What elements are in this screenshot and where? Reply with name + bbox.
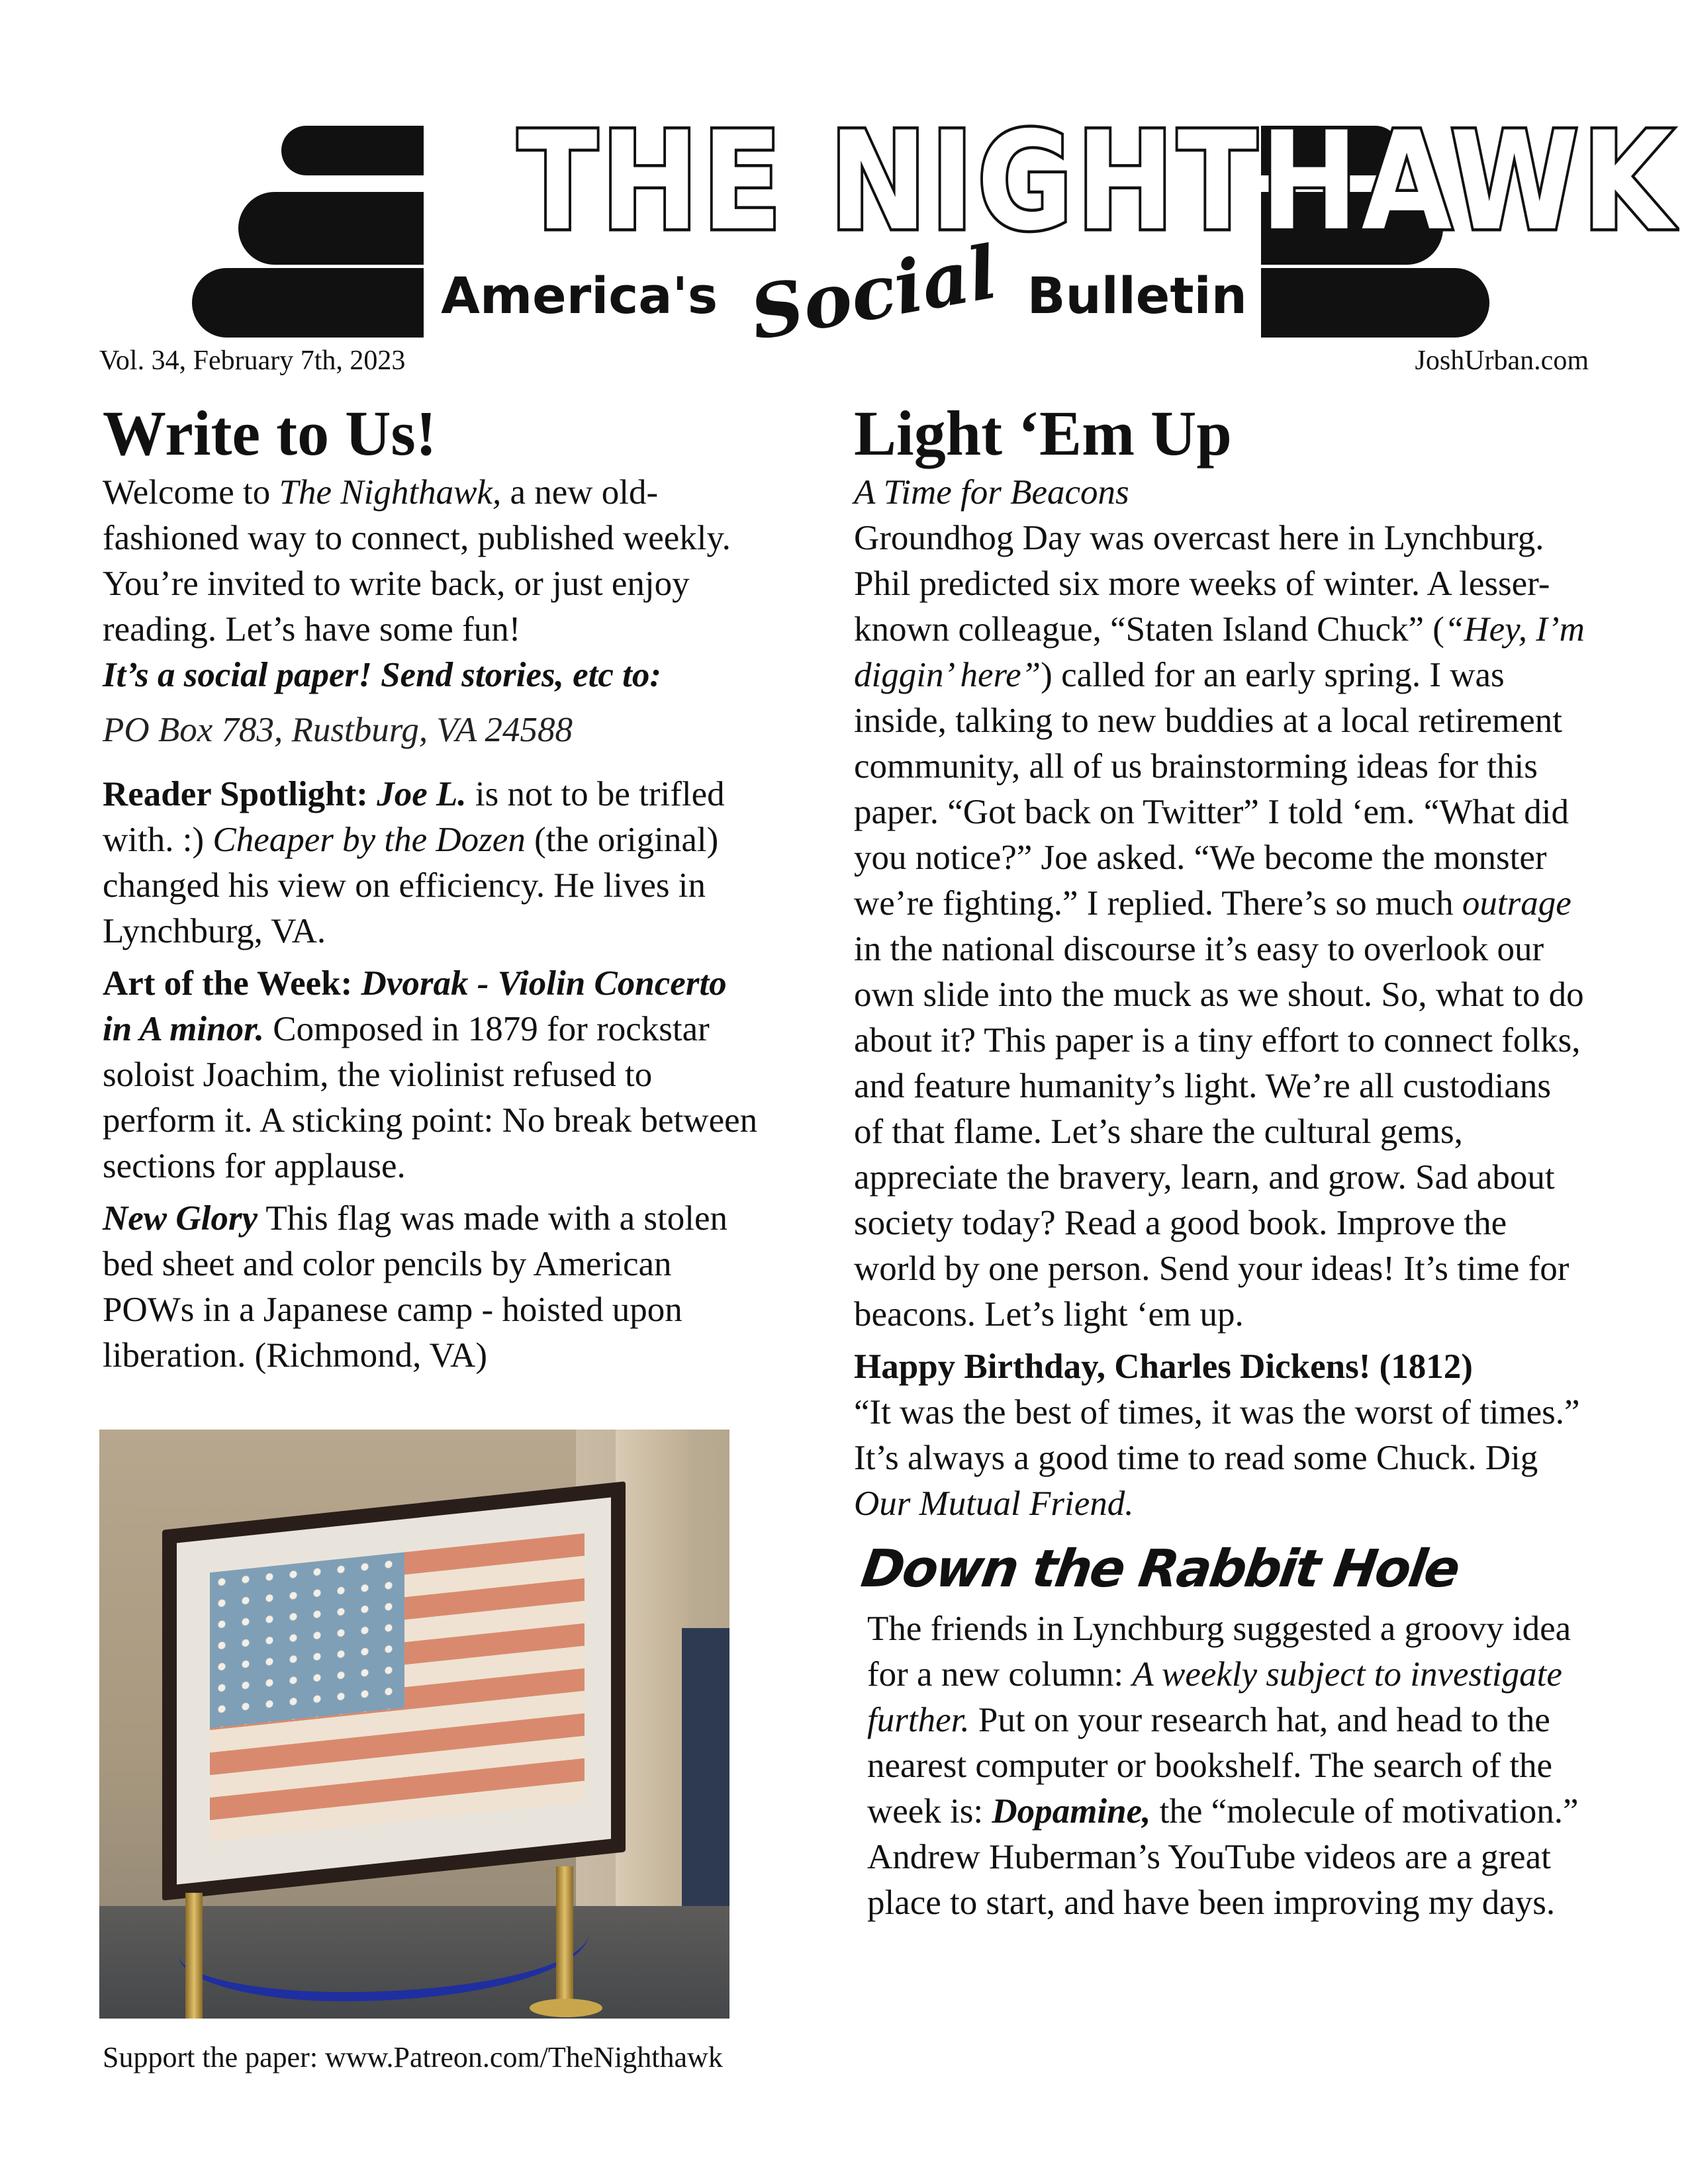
issue-dateline: Vol. 34, February 7th, 2023	[99, 345, 406, 376]
flag-frame	[162, 1481, 626, 1901]
new-glory-caption: New Glory This flag was made with a stolen bed sheet and color pencils by American POWs in a Japanese camp - hoisted upon liberation. (Richmond, VA)	[103, 1199, 728, 1375]
stanchion-post	[556, 1866, 573, 2005]
dickens-body: “It was the best of times, it was the worst of times.” It’s always a good time to read some Chuck. Dig Our Mutual Friend.	[854, 1393, 1580, 1523]
rabbit-hole-heading: Down the Rabbit Hole	[857, 1539, 1462, 1599]
welcome-paragraph: Welcome to The Nighthawk, a new old-fashioned way to connect, published weekly. You’re invited to write back, or just enjoy reading. Let’s have some fun!	[103, 473, 731, 649]
masthead	[0, 0, 1688, 357]
light-em-up-heading: Light ‘Em Up	[854, 398, 1232, 469]
rabbit-hole-body: The friends in Lynchburg suggested a groovy idea for a new column: A weekly subject to investigate further. Put on your research hat, and head to the nearest computer or bookshelf. The search of the week is: Dopamine, the “molecule of motivation.” Andrew Huberman’s YouTube videos are a great place to start, and have been improving my days.	[867, 1610, 1579, 1922]
write-to-us-heading: Write to Us!	[103, 398, 437, 469]
patreon-support-link[interactable]: Support the paper: www.Patreon.com/TheNighthawk	[103, 2041, 723, 2073]
newspaper-title: THE NIGHTHAWK	[518, 103, 1676, 261]
subtitle-social: Social	[743, 229, 1003, 357]
american-flag-icon	[210, 1533, 585, 1841]
dickens-heading: Happy Birthday, Charles Dickens! (1812)	[854, 1347, 1473, 1386]
exhibit-sign	[682, 1628, 729, 1906]
left-column	[103, 397, 765, 1379]
art-of-the-week: Art of the Week: Dvorak - Violin Concerto in A minor. Composed in 1879 for rockstar soloist Joachim, the violinist refused to perform it. A sticking point: No break between sections for applause.	[103, 964, 758, 1185]
send-stories-callout: It’s a social paper! Send stories, etc to:	[103, 656, 662, 694]
right-column	[854, 397, 1589, 1926]
flag-photo	[99, 1430, 729, 2019]
reader-spotlight: Reader Spotlight: Joe L. is not to be trifled with. :) Cheaper by the Dozen (the original) changed his view on efficiency. He lives in Lynchburg, VA.	[103, 775, 725, 950]
website-link[interactable]: JoshUrban.com	[1415, 345, 1589, 376]
article-deck: A Time for Beacons	[854, 473, 1129, 512]
light-em-up-body: Groundhog Day was overcast here in Lynchburg. Phil predicted six more weeks of winter. A lesser-known colleague, “Staten Island Chuck” (“Hey, I’m diggin’ here”) called for an early spring. I was inside, talking to new buddies at a local retirement community, all of us brainstorming ideas for this paper. “Got back on Twitter” I told ‘em. “What did you notice?” Joe asked. “We become the monster we’re fighting.” I replied. There’s so much outrage in the national discourse it’s easy to overlook our own slide into the muck as we shout. So, what to do about it? This paper is a tiny effort to connect folks, and feature humanity’s light. We’re all custodians of that flame. Let’s share the cultural gems, appreciate the bravery, learn, and grow. Sad about society today? Read a good book. Improve the world by one person. Send your ideas! It’s time for beacons. Let’s light ‘em up.	[854, 519, 1585, 1334]
newspaper-subtitle: America's Social Bulletin	[441, 229, 1247, 357]
stanchion-post	[185, 1893, 203, 2019]
mailing-address: PO Box 783, Rustburg, VA 24588	[103, 711, 573, 749]
